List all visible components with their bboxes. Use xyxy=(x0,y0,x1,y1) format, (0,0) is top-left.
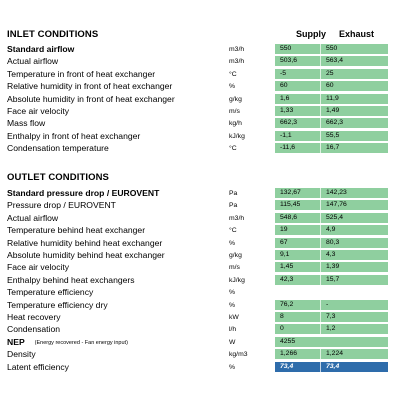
exhaust-value: 7,3 xyxy=(326,313,336,320)
cell-divider xyxy=(320,225,321,235)
table-row xyxy=(0,324,400,335)
row-unit: % xyxy=(229,301,236,309)
supply-value: 9,1 xyxy=(280,251,290,258)
cell-divider xyxy=(320,200,321,210)
row-label xyxy=(7,225,145,236)
supply-value: 4255 xyxy=(280,337,296,345)
exhaust-value: 142,23 xyxy=(326,189,347,196)
cell-divider xyxy=(320,94,321,104)
row-label xyxy=(7,188,159,199)
table-row xyxy=(0,44,400,55)
supply-value: 1,266 xyxy=(280,350,298,358)
row-unit: l/h xyxy=(229,326,237,334)
cell-divider xyxy=(320,143,321,153)
row-label xyxy=(7,262,69,273)
supply-value: 76,2 xyxy=(280,300,294,308)
cell-divider xyxy=(320,106,321,116)
supply-column-header: Supply xyxy=(296,29,327,39)
row-label-text: Relative humidity behind heat exchanger xyxy=(7,237,163,248)
cell-divider xyxy=(320,349,321,359)
supply-value: 19 xyxy=(280,226,288,234)
row-unit: kW xyxy=(229,314,239,321)
row-unit: % xyxy=(229,239,236,247)
cell-divider xyxy=(320,188,321,198)
value-cells xyxy=(275,287,388,297)
exhaust-value: 73,4 xyxy=(326,362,340,370)
row-label xyxy=(7,69,155,80)
row-label xyxy=(7,250,165,261)
row-label-text: Face air velocity xyxy=(7,106,70,116)
cell-divider xyxy=(320,56,321,66)
supply-value: 662,3 xyxy=(280,119,298,127)
row-label-text: Latent efficiency xyxy=(7,361,69,372)
row-unit: m3/h xyxy=(229,214,245,222)
supply-value: -5 xyxy=(280,69,287,77)
row-unit: m3/h xyxy=(229,58,245,66)
supply-value: 115,45 xyxy=(280,201,301,209)
row-label xyxy=(7,56,58,67)
row-label xyxy=(7,337,128,349)
exhaust-value: 550 xyxy=(326,45,338,52)
cell-divider xyxy=(320,300,321,310)
exhaust-value: 563,4 xyxy=(326,57,344,65)
row-unit: % xyxy=(229,83,236,91)
row-label xyxy=(7,349,36,360)
row-unit: % xyxy=(229,289,236,297)
row-unit: % xyxy=(229,363,236,371)
exhaust-value: 4,9 xyxy=(326,226,336,234)
row-unit: Pa xyxy=(229,190,238,197)
exhaust-value: 25 xyxy=(326,69,334,77)
row-label xyxy=(7,118,45,129)
exhaust-value: 80,3 xyxy=(326,238,340,246)
supply-value: 73,4 xyxy=(280,362,294,370)
row-unit: g/kg xyxy=(229,95,242,103)
table-row xyxy=(0,300,400,311)
row-unit: °C xyxy=(229,145,237,153)
table-row xyxy=(0,94,400,105)
exhaust-column-header: Exhaust xyxy=(339,29,375,39)
row-label-suffix: / EUROVENT xyxy=(63,200,116,211)
supply-value: 550 xyxy=(280,45,292,52)
row-label xyxy=(7,143,109,154)
row-label-text: Absolute humidity in front of heat exchanger xyxy=(7,93,175,104)
row-unit: °C xyxy=(229,227,237,235)
inlet-section-title: INLET CONDITIONS xyxy=(7,29,99,40)
supply-value: 132,67 xyxy=(280,189,301,196)
row-label-text: Relative humidity in front of heat exchanger xyxy=(7,81,173,92)
row-label-suffix: / EUROVENT xyxy=(106,188,160,198)
row-label-text: Temperature in front of heat exchanger xyxy=(7,68,156,79)
table-row xyxy=(0,188,400,199)
row-label xyxy=(7,200,116,211)
supply-value: 0 xyxy=(280,325,284,333)
supply-value: 1,33 xyxy=(280,107,294,114)
row-label-text: Enthalpy in front of heat exchanger xyxy=(7,130,141,141)
cell-divider xyxy=(320,312,321,322)
table-row xyxy=(0,225,400,236)
cell-divider xyxy=(320,275,321,285)
cell-divider xyxy=(320,362,321,372)
table-row xyxy=(0,131,400,142)
row-label xyxy=(7,324,60,335)
exhaust-value: 1,224 xyxy=(326,350,344,358)
cell-divider xyxy=(320,324,321,334)
supply-value: -1,1 xyxy=(280,131,292,139)
row-unit: m3/h xyxy=(229,46,245,53)
table-row xyxy=(0,106,400,117)
row-unit: kJ/kg xyxy=(229,276,245,284)
row-label-text: Pressure drop xyxy=(7,200,61,211)
outlet-section-title: OUTLET CONDITIONS xyxy=(7,172,109,183)
row-label xyxy=(7,362,69,373)
supply-value: 8 xyxy=(280,313,284,320)
exhaust-value: 525,4 xyxy=(326,213,344,221)
table-row xyxy=(0,143,400,154)
row-label-text: Actual airflow xyxy=(7,56,59,67)
row-label xyxy=(7,213,58,224)
row-label xyxy=(7,106,69,117)
table-row xyxy=(0,200,400,211)
cell-divider xyxy=(320,81,321,91)
table-row xyxy=(0,213,400,224)
supply-value: 67 xyxy=(280,238,288,246)
supply-value: 1,6 xyxy=(280,94,290,102)
row-label xyxy=(7,44,74,55)
row-label xyxy=(7,131,140,142)
row-label-text: NEP xyxy=(7,336,25,347)
row-unit: Pa xyxy=(229,202,238,210)
supply-value: 548,6 xyxy=(280,213,298,221)
table-row xyxy=(0,238,400,249)
table-row xyxy=(0,56,400,67)
row-unit: g/kg xyxy=(229,252,242,259)
supply-value: 503,6 xyxy=(280,57,298,65)
table-row xyxy=(0,81,400,92)
row-label-text: Density xyxy=(7,349,36,360)
row-label xyxy=(7,275,135,286)
row-label-text: Standard airflow xyxy=(7,44,75,54)
row-label xyxy=(7,238,162,249)
exhaust-value: 11,9 xyxy=(326,94,339,102)
cell-divider xyxy=(320,118,321,128)
exhaust-value: 147,76 xyxy=(326,201,347,209)
exhaust-value: - xyxy=(326,300,329,308)
row-label xyxy=(7,312,61,323)
table-row xyxy=(0,69,400,80)
row-label-text: Mass flow xyxy=(7,118,46,129)
row-unit: m/s xyxy=(229,108,240,115)
row-label-text: Condensation temperature xyxy=(7,143,109,154)
row-label-text: Actual airflow xyxy=(7,212,59,223)
exhaust-value: 55,5 xyxy=(326,131,340,139)
exhaust-value: 1,49 xyxy=(326,107,340,114)
row-label-text: Face air velocity xyxy=(7,262,70,273)
table-row xyxy=(0,362,400,373)
supply-value: -11,6 xyxy=(280,144,295,152)
supply-value: 60 xyxy=(280,82,288,90)
exhaust-value: 1,39 xyxy=(326,263,340,271)
row-label-text: Temperature efficiency xyxy=(7,287,94,298)
exhaust-value: 1,2 xyxy=(326,325,336,333)
row-label-text: Absolute humidity behind heat exchanger xyxy=(7,250,165,260)
cell-divider xyxy=(320,250,321,260)
exhaust-value: 4,3 xyxy=(326,251,336,258)
row-label-text: Temperature behind heat exchanger xyxy=(7,225,146,236)
exhaust-value: 60 xyxy=(326,82,334,90)
row-unit: kg/m3 xyxy=(229,351,248,359)
table-row xyxy=(0,312,400,323)
row-unit: W xyxy=(229,338,236,346)
cell-divider xyxy=(320,238,321,248)
row-label-text: Temperature efficiency dry xyxy=(7,299,108,310)
row-label xyxy=(7,287,93,298)
table-row xyxy=(0,262,400,273)
row-label xyxy=(7,81,172,92)
row-unit: kg/h xyxy=(229,120,242,128)
cell-divider xyxy=(320,131,321,141)
table-row xyxy=(0,287,400,298)
row-label-text: Heat recovery xyxy=(7,312,61,322)
table-row xyxy=(0,118,400,129)
row-label xyxy=(7,300,108,311)
row-label-note: (Energy recovered - Fan energy input) xyxy=(34,339,128,346)
supply-value: 1,45 xyxy=(280,263,294,271)
exhaust-value: 16,7 xyxy=(326,144,340,152)
table-row xyxy=(0,349,400,360)
row-unit: kJ/kg xyxy=(229,132,245,140)
table-row xyxy=(0,275,400,286)
row-unit: °C xyxy=(229,70,237,78)
cell-divider xyxy=(320,44,321,54)
row-label-text: Standard pressure drop xyxy=(7,188,105,198)
cell-divider xyxy=(320,213,321,223)
cell-divider xyxy=(320,262,321,272)
row-label-text: Enthalpy behind heat exchangers xyxy=(7,274,135,285)
cell-divider xyxy=(320,69,321,79)
table-row xyxy=(0,337,400,348)
row-label xyxy=(7,94,175,105)
row-unit: m/s xyxy=(229,264,240,272)
table-row xyxy=(0,250,400,261)
row-label-text: Condensation xyxy=(7,324,61,335)
exhaust-value: 662,3 xyxy=(326,119,344,127)
supply-value: 42,3 xyxy=(280,275,294,283)
exhaust-value: 15,7 xyxy=(326,275,340,283)
